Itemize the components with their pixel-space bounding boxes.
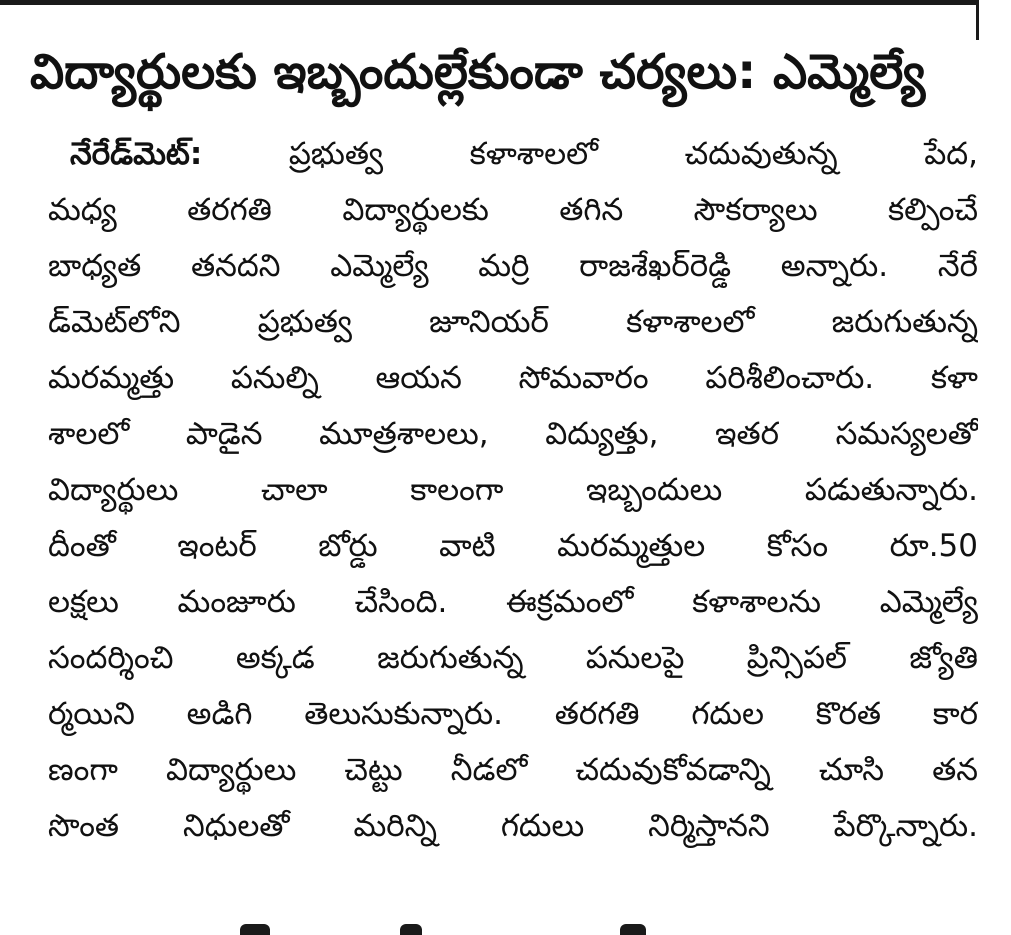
article-body: [48, 126, 978, 854]
article-line-text: ప్రభుత్వ కళాశాలలో చదువుతున్న పేద,: [288, 136, 978, 172]
article-line: శాలలో పాడైన మూత్రశాలలు, విద్యుత్తు, ఇతర సమస్యలతో: [48, 416, 978, 452]
article-line: విద్యార్థులు చాలా కాలంగా ఇబ్బందులు పడుతున్నారు.: [48, 472, 978, 508]
article-line: మరమ్మత్తు పనుల్ని ఆయన సోమవారం పరిశీలించారు. కళా: [48, 360, 978, 396]
top-rule: [0, 0, 978, 5]
article-line: మధ్య తరగతి విద్యార్థులకు తగిన సౌకర్యాలు కల్పించే: [48, 192, 978, 228]
article-line: డ్‌మెట్‌లోని ప్రభుత్వ జూనియర్ కళాశాలలో జరుగుతున్న: [48, 304, 978, 340]
text-fragment: [400, 924, 422, 935]
article-line: సందర్శించి అక్కడ జరుగుతున్న పనులపై ప్రిన్సిపల్ జ్యోతి: [48, 640, 978, 676]
next-article-fragment: [0, 918, 1011, 935]
text-fragment: [240, 924, 270, 935]
article-line: లక్షలు మంజూరు చేసింది. ఈక్రమంలో కళాశాలను ఎమ్మెల్యే: [48, 584, 978, 620]
article-line: సొంత నిధులతో మరిన్ని గదులు నిర్మిస్తానని పేర్కొన్నారు.: [48, 808, 978, 844]
article-line: ణంగా విద్యార్థులు చెట్టు నీడలో చదువుకోవడాన్ని చూసి తన: [48, 752, 978, 788]
headline: విద్యార్థులకు ఇబ్బందుల్లేకుండా చర్యలు: ఎమ్మెల్యే: [30, 44, 926, 100]
text-fragment: [620, 924, 646, 935]
article-line: దీంతో ఇంటర్ బోర్డు వాటి మరమ్మత్తుల కోసం రూ.50: [48, 528, 978, 564]
article-line: ర్మయిని అడిగి తెలుసుకున్నారు. తరగతి గదుల కొరత కార: [48, 696, 978, 732]
article-line: బాధ్యత తనదని ఎమ్మెల్యే మర్రి రాజశేఖర్‌రెడ్డి అన్నారు. నేరే: [48, 248, 978, 284]
dateline: నేరేడ్‌మెట్:: [70, 136, 203, 172]
column-rule: [976, 0, 979, 40]
article-line: [48, 126, 978, 182]
